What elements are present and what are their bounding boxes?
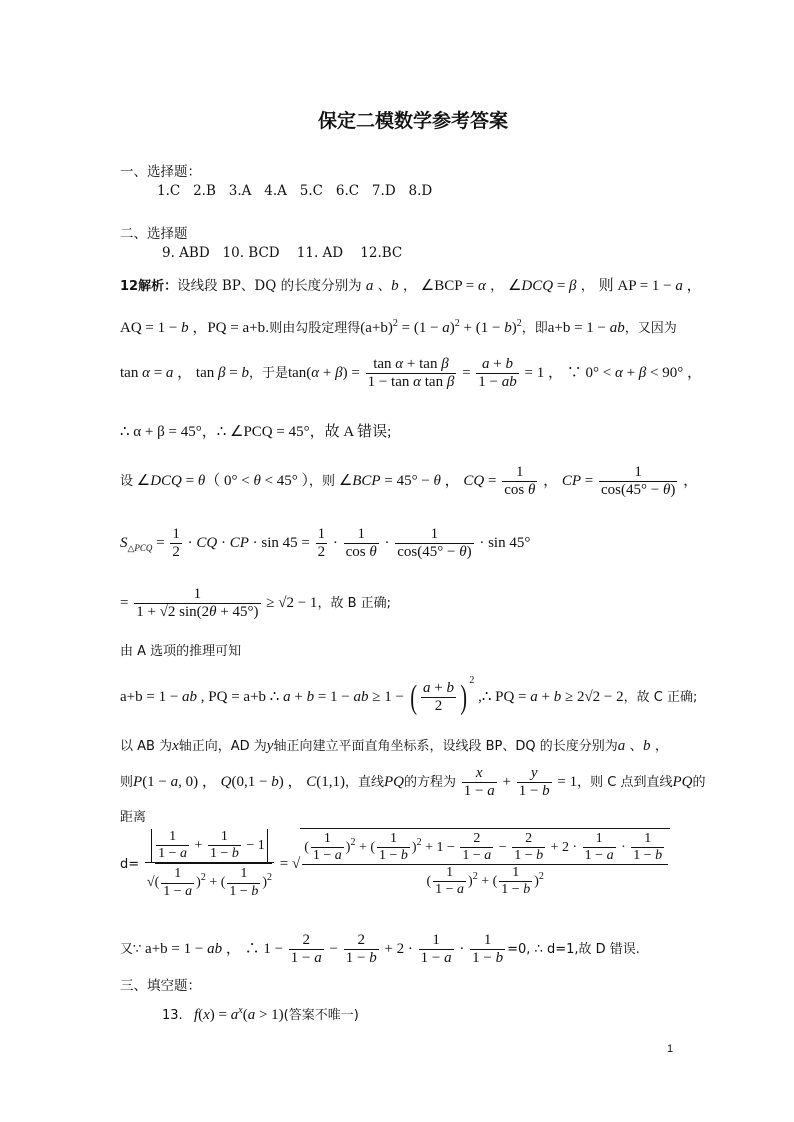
q12-line-5: 设 ∠DCQ = θ（ 0° < θ < 45° ），则 ∠BCP = 45° − θ ， CQ = $\frac{1}{\text{cos θ}}$ ， CP = $\frac{1}{\cos(45^\circ - \theta)}$ ， — [120, 464, 699, 499]
section-1-answers: 1.C 2.B 3.A 4.A 5.C 6.C 7.D 8.D — [157, 183, 433, 199]
q12-text: ，则 C 点到直线 — [577, 775, 673, 791]
q12-line-10: 以 AB 为x轴正向，AD 为y轴正向建立平面直角坐标系，设线段 BP、DQ 的长度分别为a 、b ， — [120, 738, 669, 754]
q12-text: 设 — [120, 474, 134, 490]
q12-line-11: 则P(1 − a, 0) ， Q(0,1 − b) ， C(1,1)，直线PQ的方程为 $\frac{x}{1 - a}$ + $\frac{y}{1 - b}$ = 1，则 C 点到直线PQ的 — [120, 765, 706, 800]
q12-line-2: AQ = 1 − b ，PQ = a+b.则由勾股定理得$(a+b)^2 = (1 - a)^2 + (1 - b)^2$，即a+b = 1 − ab，又因为 — [120, 318, 677, 336]
q12-text: ，故 B 正确; — [317, 596, 392, 612]
q12-line-1: 12解析：设线段 BP、DQ 的长度分别为 a 、b ， ∠BCP = α ， ∠DCQ = β ， 则 AP = 1 − a ， — [120, 278, 702, 294]
q12-text: ，于是 — [248, 366, 288, 382]
q12-text: 轴正向建立平面直角坐标系，设线段 BP、DQ 的长度分别为 — [273, 739, 618, 754]
q12-line-9: a+b = 1 − ab , PQ = a+b ∴ a + b = 1 − ab ≥ 1 − ( $\frac{a + b}{2}$ ) $^2$ ,∴ PQ = a + b ≥ 2√2 − 2，故 C 正确; — [120, 675, 698, 716]
q12-line-8: 由 A 选项的推理可知 — [120, 644, 242, 659]
page-number: 1 — [667, 1043, 674, 1055]
q12-distance-formula: d= $\frac{1}{1 - a}$ + $\frac{1}{1 - b}$ − 1 √( $\frac{1}{1 - a}$ )$^2$ + ( $\frac{1}{1 - b}$ )$^2$ = √ ( $\frac{1}{1 - a}$ )$^2$ + ( $\frac{1}{1 - b}$ )$^2$ + 1 − $\frac{2}{1 - a}$ − $\frac{2}{1 - b}$ + 2 · $\frac{1}{1 - a}$ · $\frac{1}{1 - b}$ ( $\frac{1}{1 - a}$ )$^2$ + ( $\frac{1}{1 - b}$ )$^2$ — [120, 828, 670, 900]
q12-text: .则由勾股定理得 — [265, 321, 361, 336]
q12-text: 以 AB 为 — [120, 739, 173, 754]
q13-number: 13. — [162, 1008, 183, 1023]
q12-text: 则 — [120, 775, 134, 791]
q12-text: =0, ∴ d=1,故 D 错误. — [507, 942, 640, 958]
q12-line-12: 距离 — [120, 810, 147, 825]
q12-text: 轴正向，AD 为 — [178, 739, 267, 754]
q12-label: 12解析： — [120, 279, 178, 294]
q12-line-13: 又∵ a+b = 1 − ab ， ∴ 1 − $\frac{2}{1 - a}$ − $\frac{2}{1 - b}$ + 2 · $\frac{1}{1 - a}$ · $\frac{1}{1 - b}$ =0, ∴ d=1,故 D 错误. — [120, 932, 640, 967]
section-2-heading: 二、选择题 — [120, 226, 188, 242]
q12-text: ，即 — [521, 321, 548, 336]
q12-text: 又∵ — [120, 942, 142, 958]
q13-note: (答案不唯一) — [283, 1008, 359, 1023]
q12-line-4: ∴ α + β = 45°，∴ ∠PCQ = 45°，故 A 错误; — [120, 424, 392, 440]
q13-answer: 13. $f(x) = a^x(a > 1)$(答案不唯一) — [162, 1005, 359, 1023]
section-1-heading: 一、选择题： — [120, 164, 201, 180]
q12-text: ，则 — [309, 474, 336, 490]
q12-text: ，直线 — [344, 775, 384, 791]
q12-text: ，故 C 正确; — [623, 690, 698, 705]
q12-line-3: tan α = a ， tan β = b，于是tan(α + β) = $\frac{\text{tan α + tan β}}{\text{1 − tan α tan β}}$ = $\frac{a + b}{1 - ab}$ = 1 ， ∵ 0° < α + β < 90° ， — [120, 356, 702, 391]
page-title: 保定二模数学参考答案 — [318, 110, 509, 132]
q12-text: 设线段 BP、DQ 的长度分别为 — [177, 278, 362, 294]
section-2-answers: 9. ABD 10. BCD 11. AD 12.BC — [162, 245, 403, 261]
q12-text: 的方程为 — [404, 775, 457, 791]
q12-area-formula: $S_{\triangle PCQ}$ = $\frac{1}{2}$ · CQ · CP · sin 45 = $\frac{1}{2}$ · $\frac{1}{\text{cos θ}}$ · $\frac{1}{\cos(45^\circ - \theta)}$ · sin 45° — [120, 526, 531, 561]
q12-area-result: = $\frac{1}{1 + √2 \sin(2\theta + 45^\circ)}$ ≥ √2 − 1，故 B 正确; — [120, 586, 392, 621]
q12-text: ，又因为 — [624, 321, 677, 336]
section-3-heading: 三、填空题： — [120, 978, 201, 994]
q12-text: 的 — [692, 775, 706, 791]
